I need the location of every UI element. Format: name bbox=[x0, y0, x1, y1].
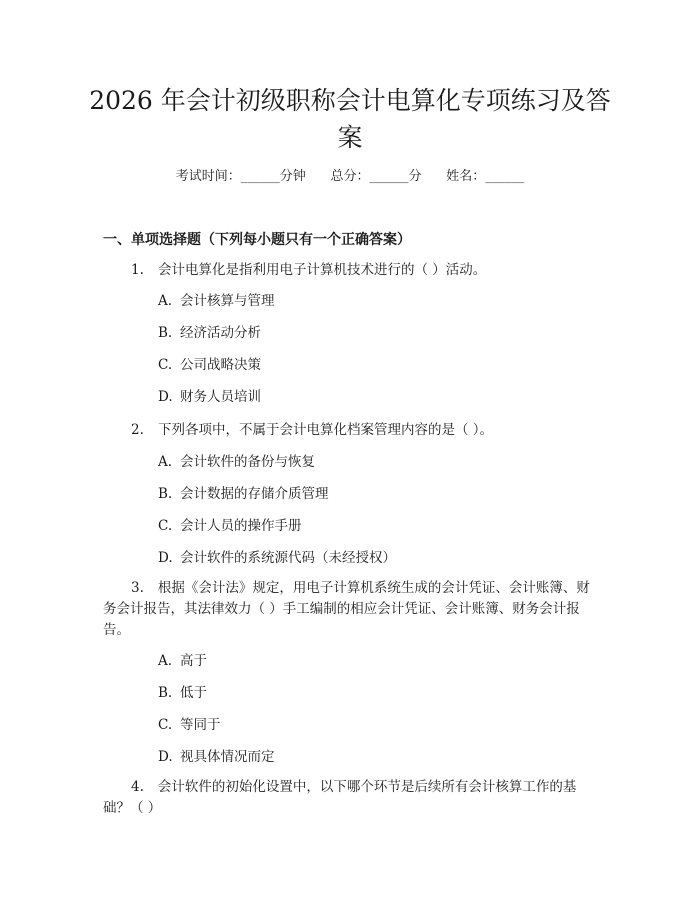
option-1d: D. 财务人员培训 bbox=[158, 389, 261, 405]
question-3 bbox=[103, 578, 593, 641]
option-1a: A. 会计核算与管理 bbox=[158, 293, 275, 309]
option-2c: C. 会计人员的操作手册 bbox=[158, 518, 302, 534]
question-text: 下列各项中，不属于会计电算化档案管理内容的是（ ）。 bbox=[158, 422, 494, 438]
option-1c: C. 公司战略决策 bbox=[158, 357, 261, 373]
question-4 bbox=[103, 777, 593, 819]
option-3a: A. 高于 bbox=[158, 653, 207, 669]
question-2 bbox=[103, 420, 593, 441]
option-3d: D. 视具体情况而定 bbox=[158, 749, 275, 765]
exam-info: 考试时间：______分钟 总分：______分 姓名：______ bbox=[175, 169, 525, 184]
option-3b: B. 低于 bbox=[158, 685, 207, 701]
option-2b: B. 会计数据的存储介质管理 bbox=[158, 486, 329, 502]
question-1 bbox=[103, 260, 593, 281]
option-2a: A. 会计软件的备份与恢复 bbox=[158, 454, 315, 470]
question-number: 4. bbox=[131, 779, 144, 795]
option-3c: C. 等同于 bbox=[158, 717, 221, 733]
question-number: 2. bbox=[131, 422, 144, 438]
question-number: 1. bbox=[131, 262, 144, 278]
question-number: 3. bbox=[131, 580, 144, 596]
document-title: 2026 年会计初级职称会计电算化专项练习及答案 bbox=[89, 86, 611, 152]
question-text: 会计软件的初始化设置中，以下哪个环节是后续所有会计核算工作的基础？（ ） bbox=[103, 779, 577, 816]
option-2d: D. 会计软件的系统源代码（未经授权） bbox=[158, 550, 396, 566]
question-text: 会计电算化是指利用电子计算机技术进行的（ ）活动。 bbox=[158, 262, 487, 278]
option-1b: B. 经济活动分析 bbox=[158, 325, 261, 341]
question-text: 根据《会计法》规定，用电子计算机系统生成的会计凭证、会计账簿、财务会计报告，其法律效力（ ）手工编制的相应会计凭证、会计账簿、财务会计报告。 bbox=[103, 580, 590, 638]
section-heading: 一、单项选择题（下列每小题只有一个正确答案） bbox=[103, 232, 411, 248]
